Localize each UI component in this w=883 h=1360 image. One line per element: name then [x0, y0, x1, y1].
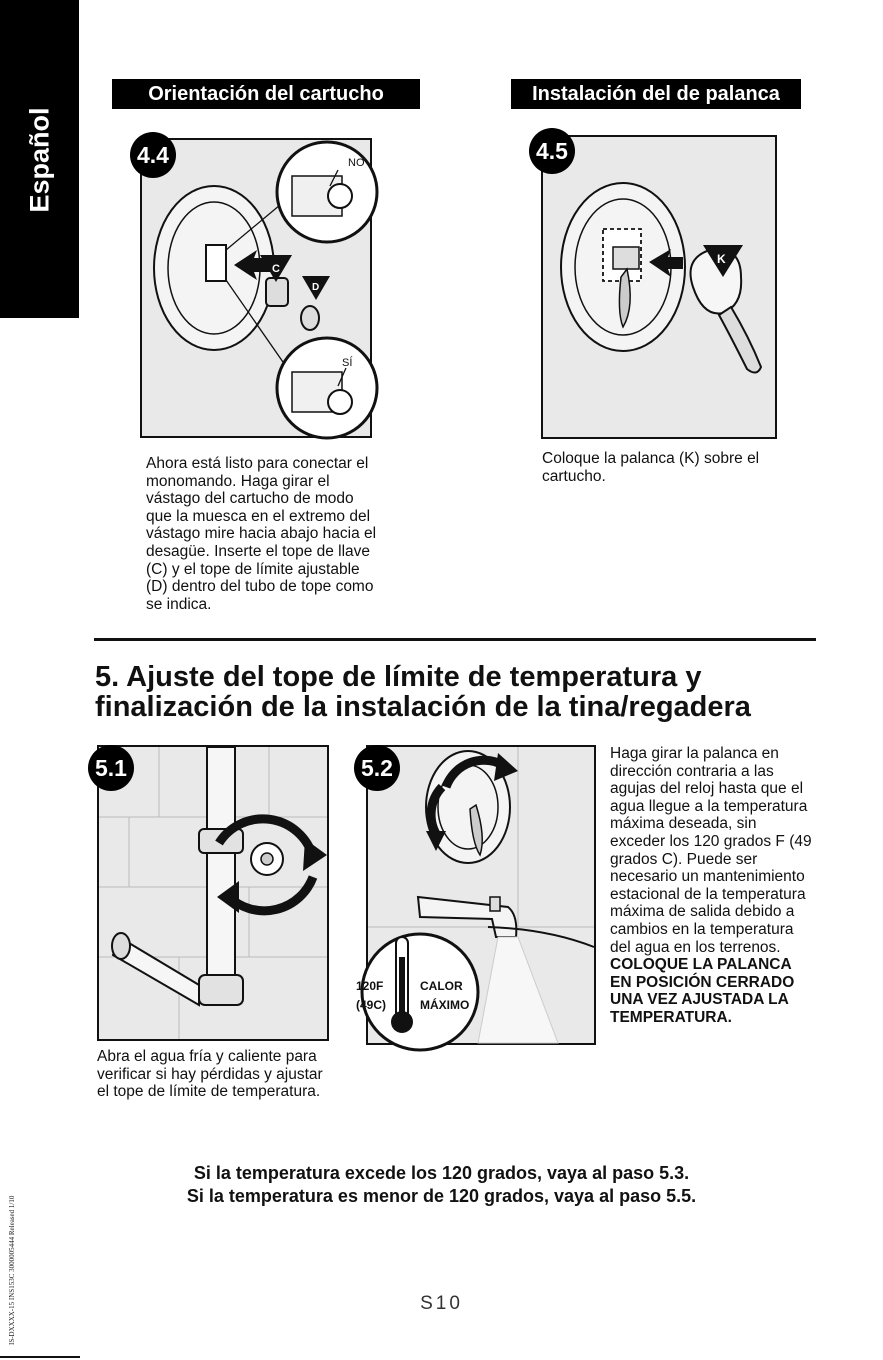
thermo-label-calor: CALOR [420, 979, 463, 993]
note-below-120: Si la temperatura es menor de 120 grados, vaya al paso 5.5. [186, 1186, 697, 1206]
thermo-temp-f: 120F [356, 979, 384, 993]
step-badge-5-2: 5.2 [354, 745, 400, 791]
cartridge-orientation-drawing [142, 140, 370, 436]
language-tab [0, 0, 79, 318]
document-code [8, 1195, 42, 1345]
label-no: NO [348, 157, 365, 169]
max-temperature-drawing [356, 747, 594, 1043]
bottom-edge-line [0, 1356, 80, 1358]
note-above-120: Si la temperatura excede los 120 grados, vaya al paso 5.3. [193, 1163, 690, 1183]
caption-step-5-2-warning: COLOQUE LA PALANCA EN POSICIÓN CERRADO UNA VEZ AJUSTADA LA TEMPERATURA. [610, 956, 795, 1026]
step-badge-4-5: 4.5 [529, 128, 575, 174]
lever-installation-drawing [543, 137, 775, 437]
document-code-text: IS-DXXXX-15 INS153C 3000005444 Released 1/10 [8, 1195, 16, 1345]
illustration-step-5-1 [97, 745, 329, 1041]
thermo-label-maximo: MÁXIMO [420, 998, 470, 1012]
section-divider [94, 638, 816, 641]
valve-pipe-drawing [99, 747, 327, 1039]
caption-step-4-4: Ahora está listo para conectar el monomando. Haga girar el vástago del cartucho de modo que la muesca en el extremo del vástago mire hacia abajo hacia el desagüe. Inserte el tope de llave (C) y el tope de límite ajustable (D) dentro del tubo de tope como se indica. [146, 455, 377, 613]
step-badge-5-1: 5.1 [88, 745, 134, 791]
caption-step-5-2 [610, 745, 815, 1027]
thermo-temp-c: (49C) [356, 998, 387, 1012]
language-tab-label: Español [24, 107, 55, 213]
label-d: D [312, 282, 320, 293]
caption-step-5-2-text: Haga girar la palanca en dirección contraria a las agujas del reloj hasta que el agua llegue a la temperatura máxima deseada, sin exceder los 120 grados F (49 grados C). Puede ser necesario un mantenimiento estacional de la temperatura máxima de salida debido a cambios en la temperatura del agua en los terrenos. [610, 745, 812, 956]
caption-step-4-5: Coloque la palanca (K) sobre el cartucho. [542, 450, 760, 485]
illustration-step-5-2 [356, 745, 596, 1045]
label-k: K [717, 252, 726, 266]
caption-step-5-1: Abra el agua fría y caliente para verificar si hay pérdidas y ajustar el tope de límite de temperatura. [97, 1048, 323, 1101]
illustration-step-4-4 [140, 138, 372, 438]
step-badge-4-4: 4.4 [130, 132, 176, 178]
label-c: C [272, 263, 280, 275]
header-cartridge-orientation: Orientación del cartucho [112, 79, 420, 109]
section-5-title: 5. Ajuste del tope de límite de temperatura y finalización de la instalación de la tina/regadera [95, 661, 751, 723]
page-number: S10 [420, 1293, 463, 1314]
header-lever-installation: Instalación del de palanca [511, 79, 801, 109]
illustration-step-4-5 [541, 135, 777, 439]
label-si: SÍ [342, 357, 353, 369]
